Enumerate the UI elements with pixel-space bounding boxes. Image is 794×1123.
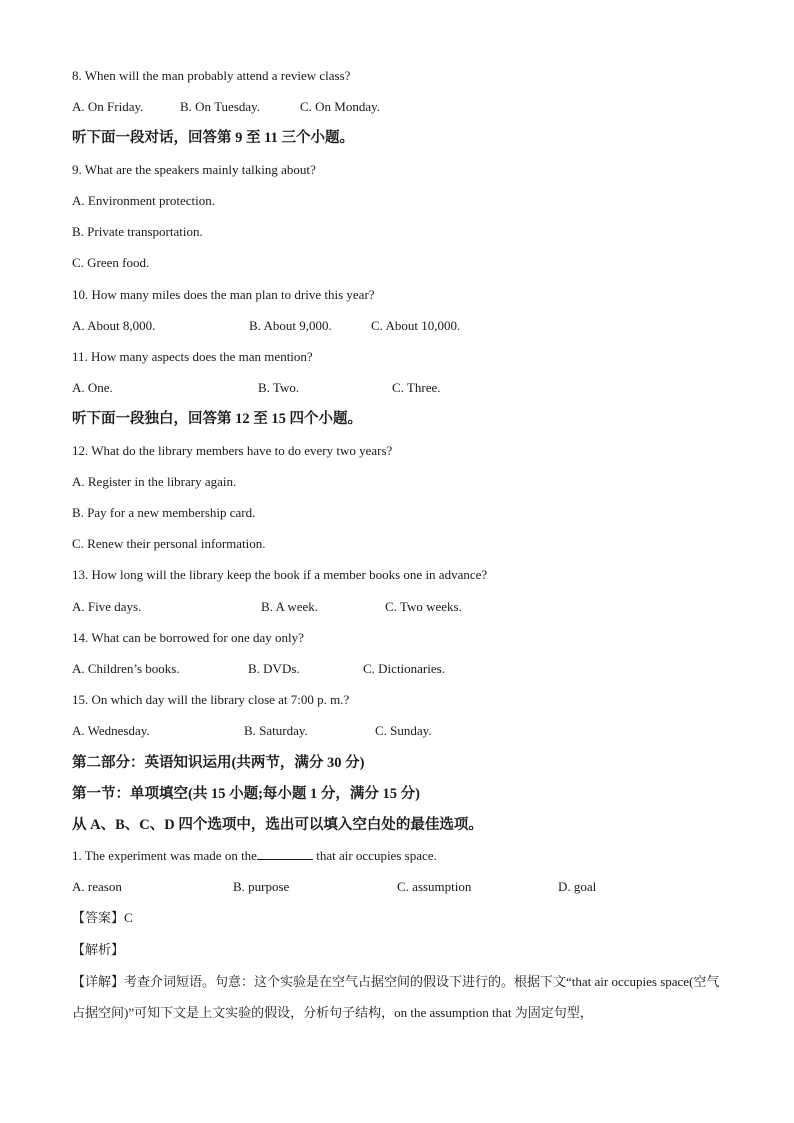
question-11: 11. How many aspects does the man mention? <box>72 349 313 364</box>
question-15-options <box>72 723 732 739</box>
answer-label: 【答案】 <box>72 910 125 925</box>
option-c: C. On Monday. <box>300 99 381 114</box>
question-12-option-a: A. Register in the library again. <box>72 474 237 489</box>
option-d: D. goal <box>558 879 597 894</box>
option-c: C. About 10,000. <box>371 318 461 333</box>
question-15: 15. On which day will the library close at 7:00 p. m.? <box>72 692 350 707</box>
section-one-header: 第一节：单项填空(共 15 小题;每小题 1 分，满分 15 分) <box>72 786 420 802</box>
option-c: C. Dictionaries. <box>363 661 445 676</box>
option-a: A. On Friday. <box>72 99 144 114</box>
question-12: 12. What do the library members have to do every two years? <box>72 443 393 458</box>
answer-line <box>72 910 133 926</box>
question-9-option-b: B. Private transportation. <box>72 224 203 239</box>
question-12-option-b: B. Pay for a new membership card. <box>72 505 256 520</box>
option-a: A. reason <box>72 879 122 894</box>
option-c: C. Sunday. <box>375 723 432 738</box>
question-8-options <box>72 99 732 115</box>
option-a: A. One. <box>72 380 113 395</box>
option-b: B. On Tuesday. <box>180 99 261 114</box>
question-8: 8. When will the man probably attend a review class? <box>72 68 351 83</box>
option-a: A. Five days. <box>72 599 142 614</box>
option-b: B. purpose <box>233 879 290 894</box>
question-10-options <box>72 318 732 334</box>
question-1 <box>72 848 437 864</box>
section-header: 听下面一段对话，回答第 9 至 11 三个小题。 <box>72 130 354 146</box>
question-14-options <box>72 661 732 677</box>
question-9-option-c: C. Green food. <box>72 255 150 270</box>
instruction-header: 从 A、B、C、D 四个选项中，选出可以填入空白处的最佳选项。 <box>72 817 483 833</box>
question-1-text-before: 1. The experiment was made on the <box>72 848 257 863</box>
question-10: 10. How many miles does the man plan to drive this year? <box>72 287 375 302</box>
part-two-header: 第二部分：英语知识运用(共两节，满分 30 分) <box>72 755 365 771</box>
section-header: 听下面一段独白，回答第 12 至 15 四个小题。 <box>72 411 362 427</box>
option-b: B. A week. <box>261 599 319 614</box>
option-b: B. DVDs. <box>248 661 300 676</box>
question-13: 13. How long will the library keep the book if a member books one in advance? <box>72 567 488 582</box>
answer-blank <box>257 848 313 860</box>
question-14: 14. What can be borrowed for one day only? <box>72 630 304 645</box>
option-a: A. Wednesday. <box>72 723 150 738</box>
option-c: C. Two weeks. <box>385 599 462 614</box>
question-9-option-a: A. Environment protection. <box>72 193 215 208</box>
question-1-options <box>72 879 732 895</box>
option-b: B. Saturday. <box>244 723 308 738</box>
question-9: 9. What are the speakers mainly talking about? <box>72 162 316 177</box>
option-c: C. assumption <box>397 879 472 894</box>
option-b: B. Two. <box>258 380 300 395</box>
question-1-text-after: that air occupies space. <box>312 848 437 863</box>
analysis-label: 【解析】 <box>72 942 125 957</box>
option-a: A. About 8,000. <box>72 318 156 333</box>
detail-paragraph: 【详解】考查介词短语。句意：这个实验是在空气占据空间的假设下进行的。根据下文“that air occupies space(空气占据空间)”可知下文是上文实验的假设，分析句子结构，on the assumption that 为固定句型， <box>72 974 720 1020</box>
option-b: B. About 9,000. <box>249 318 332 333</box>
option-c: C. Three. <box>392 380 441 395</box>
question-13-options <box>72 599 732 615</box>
option-a: A. Children’s books. <box>72 661 180 676</box>
answer-value: C <box>124 910 133 925</box>
question-11-options <box>72 380 732 396</box>
question-12-option-c: C. Renew their personal information. <box>72 536 266 551</box>
